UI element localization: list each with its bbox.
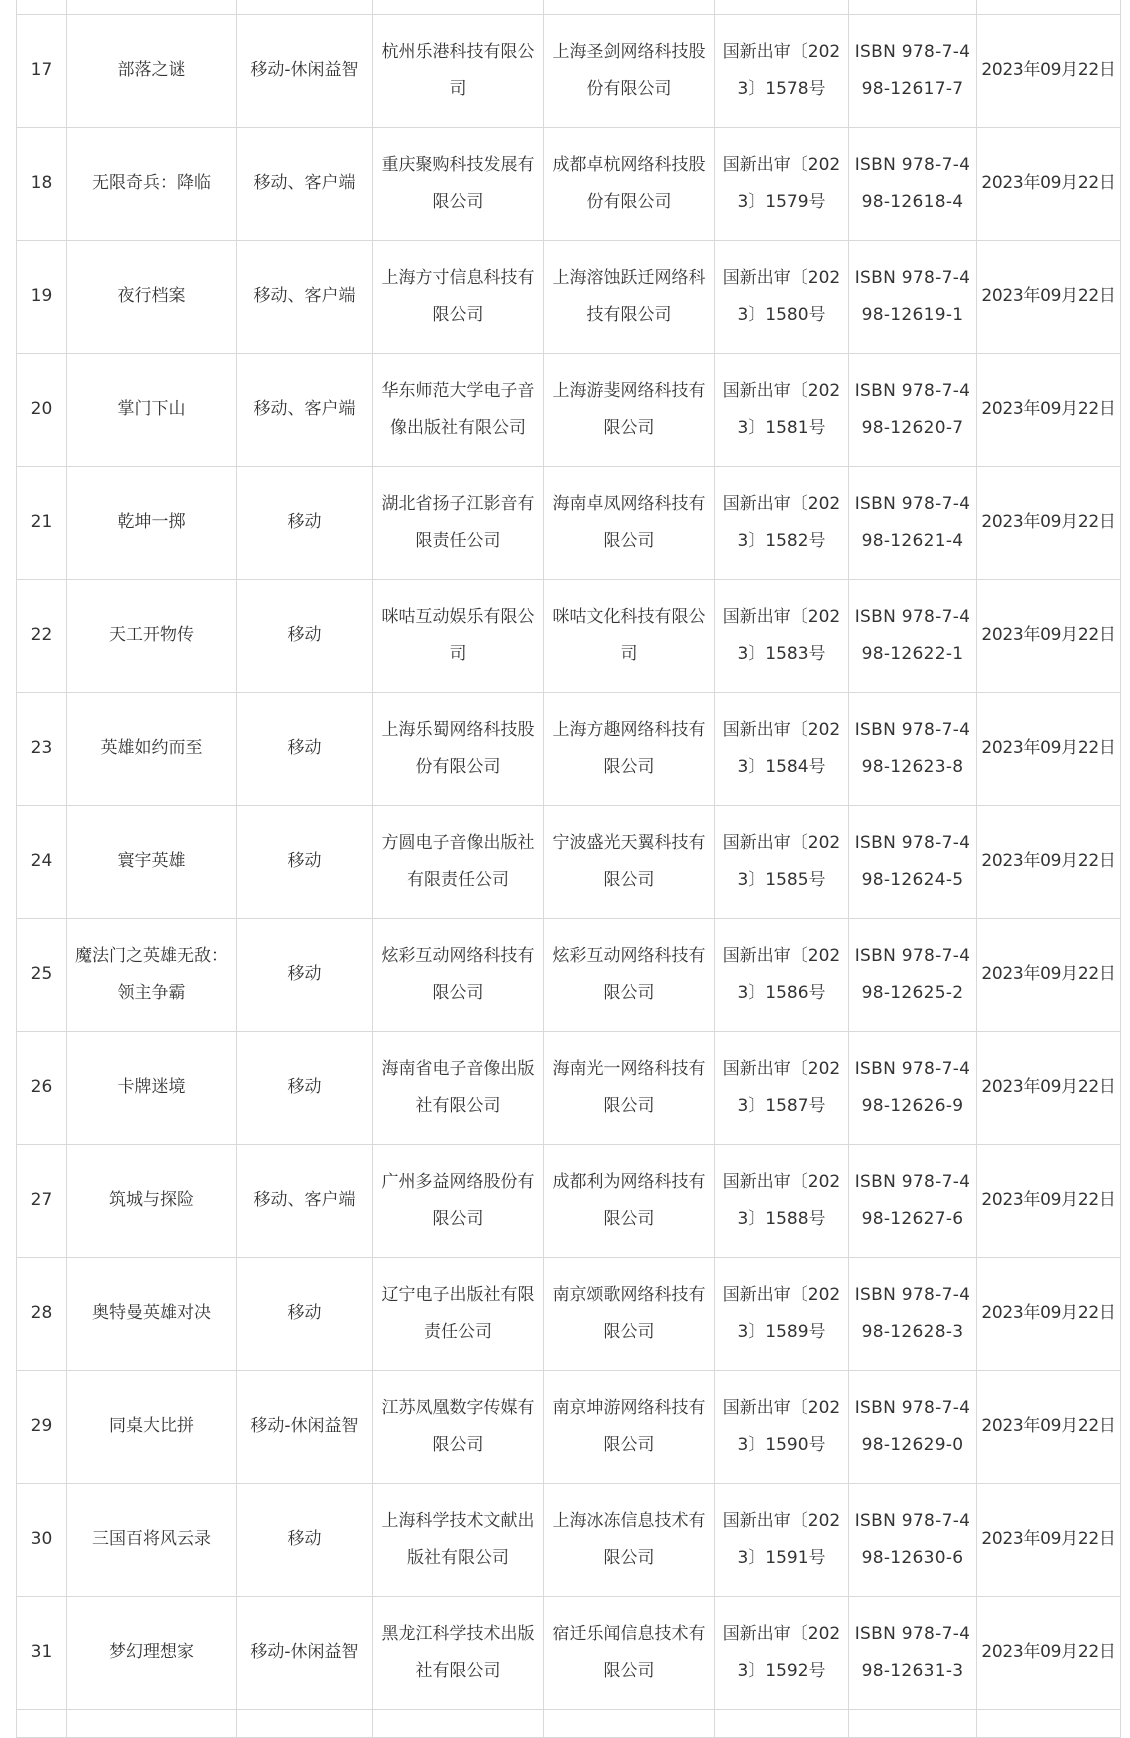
cell-isbn: ISBN 978-7-498-12618-4	[849, 127, 977, 240]
cell-date: 2023年09月22日	[977, 1596, 1121, 1709]
table-row	[17, 1596, 1121, 1709]
cell-category: 移动	[237, 1031, 373, 1144]
cell-publisher: 杭州乐港科技有限公司	[373, 14, 544, 127]
cell-isbn: ISBN 978-7-498-12629-0	[849, 1370, 977, 1483]
cell-date: 2023年09月22日	[977, 1370, 1121, 1483]
cell-publisher: 海南省电子音像出版社有限公司	[373, 1031, 544, 1144]
cell-number: 20	[17, 353, 67, 466]
cell-operator: 成都卓杭网络科技股份有限公司	[544, 127, 715, 240]
table-body	[17, 0, 1121, 1737]
cell-number: 23	[17, 692, 67, 805]
cell-approval-number: 国新出审〔2023〕1586号	[715, 918, 849, 1031]
cell-operator: 炫彩互动网络科技有限公司	[544, 918, 715, 1031]
cell-game-name: 无限奇兵：降临	[67, 127, 237, 240]
cell-date: 2023年09月22日	[977, 127, 1121, 240]
cell-operator: 海南卓凤网络科技有限公司	[544, 466, 715, 579]
cell-number: 28	[17, 1257, 67, 1370]
cell-game-name: 魔法门之英雄无敌：领主争霸	[67, 918, 237, 1031]
game-approval-table	[16, 0, 1121, 1738]
cell-operator: 上海圣剑网络科技股份有限公司	[544, 14, 715, 127]
cell-isbn: ISBN 978-7-498-12627-6	[849, 1144, 977, 1257]
cell-publisher: 重庆聚购科技发展有限公司	[373, 127, 544, 240]
table-row-partial-top	[17, 0, 1121, 14]
cell-operator: 南京颂歌网络科技有限公司	[544, 1257, 715, 1370]
cell-date: 2023年09月22日	[977, 1144, 1121, 1257]
cell-isbn: ISBN 978-7-498-12625-2	[849, 918, 977, 1031]
cell-approval-number: 国新出审〔2023〕1584号	[715, 692, 849, 805]
cell-date: 2023年09月22日	[977, 918, 1121, 1031]
cell-approval-number: 国新出审〔2023〕1589号	[715, 1257, 849, 1370]
cell-publisher: 方圆电子音像出版社有限责任公司	[373, 805, 544, 918]
table-row	[17, 353, 1121, 466]
table-row	[17, 1370, 1121, 1483]
cell-number: 19	[17, 240, 67, 353]
cell-category: 移动	[237, 466, 373, 579]
cell-approval-number: 国新出审〔2023〕1590号	[715, 1370, 849, 1483]
cell-isbn: ISBN 978-7-498-12628-3	[849, 1257, 977, 1370]
cell-number: 18	[17, 127, 67, 240]
cell-approval-number: 国新出审〔2023〕1591号	[715, 1483, 849, 1596]
cell-game-name: 筑城与探险	[67, 1144, 237, 1257]
cell-operator: 上海方趣网络科技有限公司	[544, 692, 715, 805]
cell-isbn: ISBN 978-7-498-12626-9	[849, 1031, 977, 1144]
game-approval-table-container	[16, 0, 1120, 1738]
cell-date: 2023年09月22日	[977, 805, 1121, 918]
cell-number: 27	[17, 1144, 67, 1257]
cell-number: 29	[17, 1370, 67, 1483]
cell-number: 22	[17, 579, 67, 692]
cell-isbn: ISBN 978-7-498-12620-7	[849, 353, 977, 466]
cell-game-name: 三国百将风云录	[67, 1483, 237, 1596]
cell-approval-number: 国新出审〔2023〕1578号	[715, 14, 849, 127]
cell-approval-number: 国新出审〔2023〕1583号	[715, 579, 849, 692]
cell-publisher: 炫彩互动网络科技有限公司	[373, 918, 544, 1031]
table-row-partial-bottom	[17, 1709, 1121, 1737]
cell-approval-number: 国新出审〔2023〕1592号	[715, 1596, 849, 1709]
cell-date: 2023年09月22日	[977, 692, 1121, 805]
table-row	[17, 127, 1121, 240]
table-row	[17, 240, 1121, 353]
cell-game-name: 天工开物传	[67, 579, 237, 692]
cell-category: 移动-休闲益智	[237, 1596, 373, 1709]
cell-operator: 成都利为网络科技有限公司	[544, 1144, 715, 1257]
table-row	[17, 1257, 1121, 1370]
cell-publisher: 咪咕互动娱乐有限公司	[373, 579, 544, 692]
cell-game-name: 寰宇英雄	[67, 805, 237, 918]
cell-isbn: ISBN 978-7-498-12631-3	[849, 1596, 977, 1709]
cell-approval-number: 国新出审〔2023〕1582号	[715, 466, 849, 579]
cell-isbn: ISBN 978-7-498-12623-8	[849, 692, 977, 805]
cell-publisher: 辽宁电子出版社有限责任公司	[373, 1257, 544, 1370]
cell-date: 2023年09月22日	[977, 579, 1121, 692]
cell-number: 25	[17, 918, 67, 1031]
cell-category: 移动	[237, 918, 373, 1031]
table-row	[17, 466, 1121, 579]
cell-date: 2023年09月22日	[977, 353, 1121, 466]
cell-game-name: 梦幻理想家	[67, 1596, 237, 1709]
cell-operator: 咪咕文化科技有限公司	[544, 579, 715, 692]
cell-publisher: 上海科学技术文献出版社有限公司	[373, 1483, 544, 1596]
cell-game-name: 掌门下山	[67, 353, 237, 466]
cell-category: 移动	[237, 1483, 373, 1596]
table-row	[17, 1031, 1121, 1144]
table-row	[17, 579, 1121, 692]
cell-isbn: ISBN 978-7-498-12624-5	[849, 805, 977, 918]
cell-isbn: ISBN 978-7-498-12617-7	[849, 14, 977, 127]
cell-number: 26	[17, 1031, 67, 1144]
cell-category: 移动、客户端	[237, 127, 373, 240]
cell-number: 30	[17, 1483, 67, 1596]
cell-game-name: 乾坤一掷	[67, 466, 237, 579]
cell-date: 2023年09月22日	[977, 14, 1121, 127]
cell-category: 移动、客户端	[237, 240, 373, 353]
cell-publisher: 广州多益网络股份有限公司	[373, 1144, 544, 1257]
cell-category: 移动	[237, 1257, 373, 1370]
cell-number: 17	[17, 14, 67, 127]
cell-category: 移动、客户端	[237, 353, 373, 466]
cell-operator: 南京坤游网络科技有限公司	[544, 1370, 715, 1483]
cell-game-name: 部落之谜	[67, 14, 237, 127]
cell-operator: 上海冰冻信息技术有限公司	[544, 1483, 715, 1596]
table-row	[17, 14, 1121, 127]
cell-isbn: ISBN 978-7-498-12619-1	[849, 240, 977, 353]
cell-operator: 上海游斐网络科技有限公司	[544, 353, 715, 466]
cell-date: 2023年09月22日	[977, 1257, 1121, 1370]
cell-game-name: 同桌大比拼	[67, 1370, 237, 1483]
cell-approval-number: 国新出审〔2023〕1588号	[715, 1144, 849, 1257]
cell-approval-number: 国新出审〔2023〕1587号	[715, 1031, 849, 1144]
table-row	[17, 918, 1121, 1031]
cell-publisher: 上海方寸信息科技有限公司	[373, 240, 544, 353]
cell-publisher: 华东师范大学电子音像出版社有限公司	[373, 353, 544, 466]
cell-date: 2023年09月22日	[977, 1483, 1121, 1596]
table-row	[17, 692, 1121, 805]
table-row	[17, 805, 1121, 918]
cell-number: 31	[17, 1596, 67, 1709]
cell-game-name: 卡牌迷境	[67, 1031, 237, 1144]
cell-operator: 宿迁乐闻信息技术有限公司	[544, 1596, 715, 1709]
cell-category: 移动-休闲益智	[237, 14, 373, 127]
cell-number: 24	[17, 805, 67, 918]
cell-publisher: 上海乐蜀网络科技股份有限公司	[373, 692, 544, 805]
cell-isbn: ISBN 978-7-498-12622-1	[849, 579, 977, 692]
cell-isbn: ISBN 978-7-498-12630-6	[849, 1483, 977, 1596]
cell-category: 移动	[237, 692, 373, 805]
cell-game-name: 英雄如约而至	[67, 692, 237, 805]
cell-date: 2023年09月22日	[977, 1031, 1121, 1144]
table-row	[17, 1144, 1121, 1257]
cell-operator: 上海溶蚀跃迁网络科技有限公司	[544, 240, 715, 353]
cell-operator: 宁波盛光天翼科技有限公司	[544, 805, 715, 918]
cell-category: 移动	[237, 579, 373, 692]
cell-category: 移动	[237, 805, 373, 918]
cell-approval-number: 国新出审〔2023〕1579号	[715, 127, 849, 240]
cell-category: 移动-休闲益智	[237, 1370, 373, 1483]
cell-publisher: 湖北省扬子江影音有限责任公司	[373, 466, 544, 579]
table-row	[17, 1483, 1121, 1596]
cell-publisher: 黑龙江科学技术出版社有限公司	[373, 1596, 544, 1709]
cell-number: 21	[17, 466, 67, 579]
cell-approval-number: 国新出审〔2023〕1581号	[715, 353, 849, 466]
cell-approval-number: 国新出审〔2023〕1580号	[715, 240, 849, 353]
cell-approval-number: 国新出审〔2023〕1585号	[715, 805, 849, 918]
cell-game-name: 夜行档案	[67, 240, 237, 353]
cell-game-name: 奥特曼英雄对决	[67, 1257, 237, 1370]
cell-isbn: ISBN 978-7-498-12621-4	[849, 466, 977, 579]
cell-operator: 海南光一网络科技有限公司	[544, 1031, 715, 1144]
cell-publisher: 江苏凤凰数字传媒有限公司	[373, 1370, 544, 1483]
cell-date: 2023年09月22日	[977, 240, 1121, 353]
cell-category: 移动、客户端	[237, 1144, 373, 1257]
cell-date: 2023年09月22日	[977, 466, 1121, 579]
